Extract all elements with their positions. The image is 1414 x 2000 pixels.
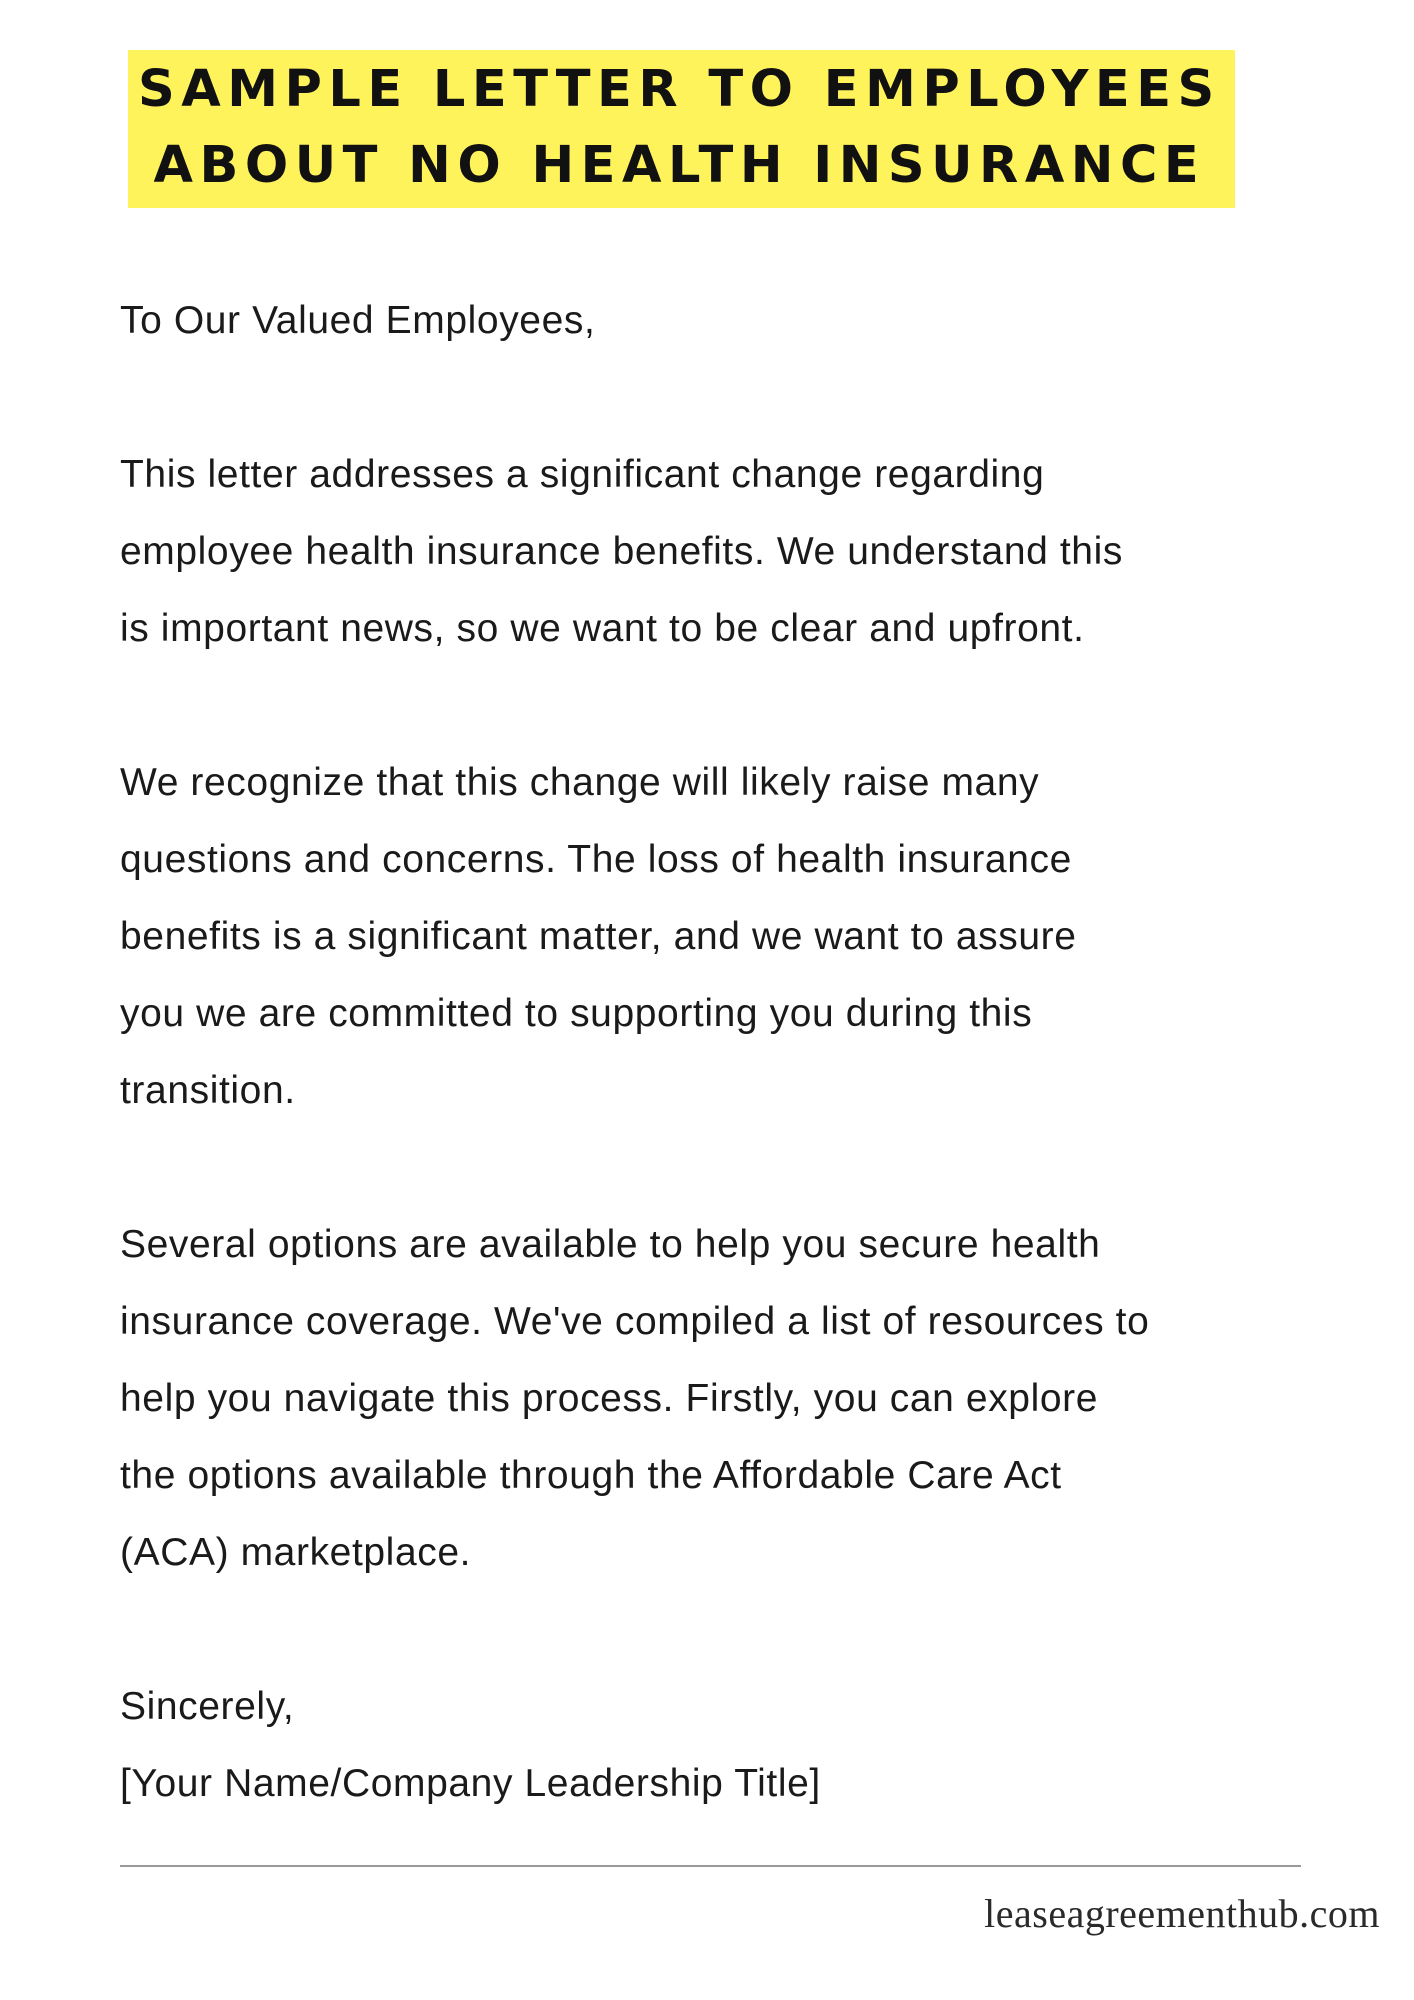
salutation-text: To Our Valued Employees, bbox=[120, 299, 596, 342]
paragraph-1 bbox=[120, 436, 1360, 667]
closing-text: Sincerely, bbox=[120, 1685, 295, 1728]
paragraph-line: This letter addresses a significant change regarding bbox=[120, 453, 1045, 496]
paragraph-line: benefits is a significant matter, and we want to assure bbox=[120, 915, 1077, 958]
paragraph-line: help you navigate this process. Firstly, you can explore bbox=[120, 1377, 1099, 1420]
paragraph-2 bbox=[120, 744, 1360, 1129]
paragraph-line: the options available through the Affordable Care Act bbox=[120, 1454, 1062, 1497]
closing-block bbox=[120, 1668, 1360, 1822]
title-line-1: SAMPLE LETTER TO EMPLOYEES bbox=[138, 60, 1221, 119]
paragraph-line: Several options are available to help you secure health bbox=[120, 1223, 1101, 1266]
paragraph-line: questions and concerns. The loss of health insurance bbox=[120, 838, 1072, 881]
paragraph-line: (ACA) marketplace. bbox=[120, 1531, 472, 1574]
salutation bbox=[120, 282, 1360, 359]
signature-placeholder: [Your Name/Company Leadership Title] bbox=[120, 1762, 821, 1805]
paragraph-line: you we are committed to supporting you during this bbox=[120, 992, 1033, 1035]
paragraph-line: We recognize that this change will likely raise many bbox=[120, 761, 1040, 804]
paragraph-3 bbox=[120, 1206, 1360, 1591]
paragraph-line: transition. bbox=[120, 1069, 296, 1112]
paragraph-line: employee health insurance benefits. We understand this bbox=[120, 530, 1123, 573]
paragraph-line: is important news, so we want to be clear and upfront. bbox=[120, 607, 1085, 650]
document-title bbox=[128, 50, 1235, 208]
footer-divider bbox=[120, 1865, 1301, 1867]
paragraph-line: insurance coverage. We've compiled a list of resources to bbox=[120, 1300, 1150, 1343]
website-watermark: leaseagreementhub.com bbox=[984, 1891, 1380, 1936]
title-line-2: ABOUT NO HEALTH INSURANCE bbox=[153, 136, 1206, 195]
letter-body bbox=[120, 282, 1360, 1822]
